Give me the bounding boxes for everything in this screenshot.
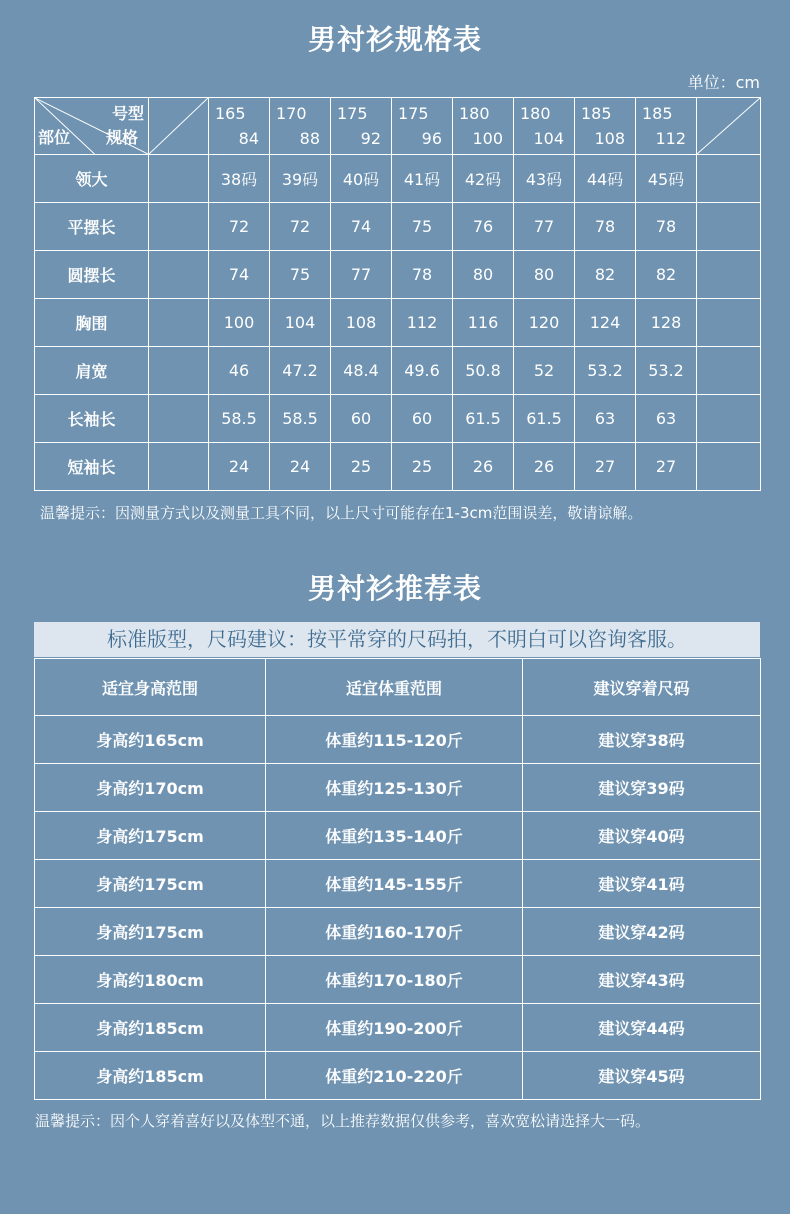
spec-blank-cell [149, 251, 209, 299]
rec-row [35, 764, 761, 812]
spec-blank-cell [697, 299, 761, 347]
spec-value-cell: 61.5 [514, 395, 575, 443]
spec-value-cell: 27 [636, 443, 697, 491]
rec-height-cell: 身高约185cm [35, 1004, 266, 1052]
spec-value-cell: 46 [209, 347, 270, 395]
spec-value-cell: 60 [392, 395, 453, 443]
rec-size-cell: 建议穿38码 [523, 716, 761, 764]
spec-value-cell: 72 [209, 203, 270, 251]
spec-corner-cell [35, 98, 149, 155]
rec-header-cell: 适宜身高范围 [35, 659, 266, 716]
size-header: 180 104 [514, 98, 575, 155]
spec-value-cell: 78 [575, 203, 636, 251]
spec-row [35, 251, 761, 299]
rec-weight-cell: 体重约190-200斤 [266, 1004, 523, 1052]
spec-blank-cell [149, 98, 209, 155]
rec-row [35, 1004, 761, 1052]
rec-row [35, 1052, 761, 1100]
spec-value-cell: 53.2 [636, 347, 697, 395]
spec-value-cell: 63 [636, 395, 697, 443]
rec-row [35, 716, 761, 764]
size-header: 185 112 [636, 98, 697, 155]
spec-value-cell: 74 [331, 203, 392, 251]
spec-blank-cell [697, 347, 761, 395]
rec-size-cell: 建议穿43码 [523, 956, 761, 1004]
corner-spec-label: 规格 [105, 128, 138, 147]
spec-row [35, 155, 761, 203]
rec-height-cell: 身高约175cm [35, 812, 266, 860]
rec-weight-cell: 体重约115-120斤 [266, 716, 523, 764]
spec-row-label: 胸围 [35, 299, 149, 347]
spec-value-cell: 104 [270, 299, 331, 347]
spec-value-cell: 74 [209, 251, 270, 299]
rec-weight-cell: 体重约145-155斤 [266, 860, 523, 908]
spec-blank-cell [149, 395, 209, 443]
spec-value-cell: 128 [636, 299, 697, 347]
spec-row [35, 395, 761, 443]
spec-value-cell: 100 [209, 299, 270, 347]
spec-value-cell: 49.6 [392, 347, 453, 395]
size-header: 170 88 [270, 98, 331, 155]
rec-header-cell: 建议穿着尺码 [523, 659, 761, 716]
size-header: 175 96 [392, 98, 453, 155]
rec-height-cell: 身高约170cm [35, 764, 266, 812]
rec-size-cell: 建议穿39码 [523, 764, 761, 812]
spec-blank-cell [697, 98, 761, 155]
size-header: 165 84 [209, 98, 270, 155]
rec-height-cell: 身高约180cm [35, 956, 266, 1004]
spec-blank-cell [149, 443, 209, 491]
spec-value-cell: 78 [392, 251, 453, 299]
rec-banner: 标准版型，尺码建议：按平常穿的尺码拍，不明白可以咨询客服。 [34, 622, 760, 657]
spec-value-cell: 44码 [575, 155, 636, 203]
rec-size-cell: 建议穿42码 [523, 908, 761, 956]
spec-row-label: 肩宽 [35, 347, 149, 395]
spec-value-cell: 58.5 [270, 395, 331, 443]
rec-weight-cell: 体重约210-220斤 [266, 1052, 523, 1100]
spec-value-cell: 24 [209, 443, 270, 491]
size-header: 175 92 [331, 98, 392, 155]
spec-value-cell: 25 [392, 443, 453, 491]
spec-value-cell: 112 [392, 299, 453, 347]
rec-row [35, 860, 761, 908]
rec-header-cell: 适宜体重范围 [266, 659, 523, 716]
spec-value-cell: 43码 [514, 155, 575, 203]
spec-value-cell: 26 [514, 443, 575, 491]
spec-value-cell: 76 [453, 203, 514, 251]
spec-row [35, 203, 761, 251]
spec-value-cell: 24 [270, 443, 331, 491]
rec-table [34, 658, 761, 1100]
rec-row [35, 956, 761, 1004]
spec-blank-cell [697, 251, 761, 299]
spec-value-cell: 116 [453, 299, 514, 347]
spec-value-cell: 40码 [331, 155, 392, 203]
rec-row [35, 812, 761, 860]
spec-value-cell: 72 [270, 203, 331, 251]
spec-row-label: 短袖长 [35, 443, 149, 491]
spec-value-cell: 80 [514, 251, 575, 299]
spec-value-cell: 80 [453, 251, 514, 299]
spec-value-cell: 75 [270, 251, 331, 299]
spec-value-cell: 63 [575, 395, 636, 443]
spec-blank-cell [697, 203, 761, 251]
rec-weight-cell: 体重约125-130斤 [266, 764, 523, 812]
rec-row [35, 908, 761, 956]
rec-header-row [35, 659, 761, 716]
spec-value-cell: 58.5 [209, 395, 270, 443]
spec-note: 温馨提示：因测量方式以及测量工具不同，以上尺寸可能存在1-3cm范围误差，敬请谅解。 [40, 504, 643, 522]
spec-row-label: 平摆长 [35, 203, 149, 251]
spec-value-cell: 26 [453, 443, 514, 491]
size-header: 185 108 [575, 98, 636, 155]
rec-weight-cell: 体重约170-180斤 [266, 956, 523, 1004]
spec-value-cell: 82 [575, 251, 636, 299]
spec-row-label: 领大 [35, 155, 149, 203]
spec-row [35, 443, 761, 491]
rec-note: 温馨提示：因个人穿着喜好以及体型不通，以上推荐数据仅供参考，喜欢宽松请选择大一码。 [35, 1112, 651, 1130]
spec-header-row [35, 98, 761, 155]
size-header: 180 100 [453, 98, 514, 155]
spec-value-cell: 39码 [270, 155, 331, 203]
spec-blank-cell [149, 203, 209, 251]
spec-value-cell: 48.4 [331, 347, 392, 395]
spec-value-cell: 50.8 [453, 347, 514, 395]
spec-value-cell: 77 [514, 203, 575, 251]
spec-value-cell: 42码 [453, 155, 514, 203]
rec-size-cell: 建议穿41码 [523, 860, 761, 908]
rec-weight-cell: 体重约160-170斤 [266, 908, 523, 956]
spec-table [34, 97, 761, 491]
spec-row-label: 圆摆长 [35, 251, 149, 299]
spec-blank-cell [697, 155, 761, 203]
rec-size-cell: 建议穿40码 [523, 812, 761, 860]
spec-value-cell: 124 [575, 299, 636, 347]
spec-value-cell: 27 [575, 443, 636, 491]
spec-value-cell: 25 [331, 443, 392, 491]
corner-part-label: 部位 [38, 128, 71, 147]
spec-value-cell: 61.5 [453, 395, 514, 443]
spec-table-title: 男衬衫规格表 [307, 23, 482, 56]
rec-height-cell: 身高约175cm [35, 860, 266, 908]
spec-value-cell: 45码 [636, 155, 697, 203]
rec-height-cell: 身高约175cm [35, 908, 266, 956]
spec-value-cell: 41码 [392, 155, 453, 203]
spec-value-cell: 120 [514, 299, 575, 347]
spec-blank-cell [149, 155, 209, 203]
rec-table-title: 男衬衫推荐表 [307, 572, 482, 605]
spec-value-cell: 47.2 [270, 347, 331, 395]
rec-height-cell: 身高约165cm [35, 716, 266, 764]
unit-label: 单位：cm [687, 73, 760, 92]
spec-row [35, 299, 761, 347]
spec-blank-cell [149, 299, 209, 347]
spec-row [35, 347, 761, 395]
spec-value-cell: 78 [636, 203, 697, 251]
spec-value-cell: 82 [636, 251, 697, 299]
rec-height-cell: 身高约185cm [35, 1052, 266, 1100]
rec-size-cell: 建议穿44码 [523, 1004, 761, 1052]
spec-value-cell: 38码 [209, 155, 270, 203]
corner-model-label: 号型 [111, 104, 144, 123]
rec-weight-cell: 体重约135-140斤 [266, 812, 523, 860]
rec-size-cell: 建议穿45码 [523, 1052, 761, 1100]
spec-value-cell: 52 [514, 347, 575, 395]
spec-value-cell: 108 [331, 299, 392, 347]
spec-value-cell: 75 [392, 203, 453, 251]
spec-blank-cell [149, 347, 209, 395]
spec-row-label: 长袖长 [35, 395, 149, 443]
spec-blank-cell [697, 443, 761, 491]
spec-value-cell: 53.2 [575, 347, 636, 395]
spec-value-cell: 77 [331, 251, 392, 299]
spec-value-cell: 60 [331, 395, 392, 443]
spec-blank-cell [697, 395, 761, 443]
